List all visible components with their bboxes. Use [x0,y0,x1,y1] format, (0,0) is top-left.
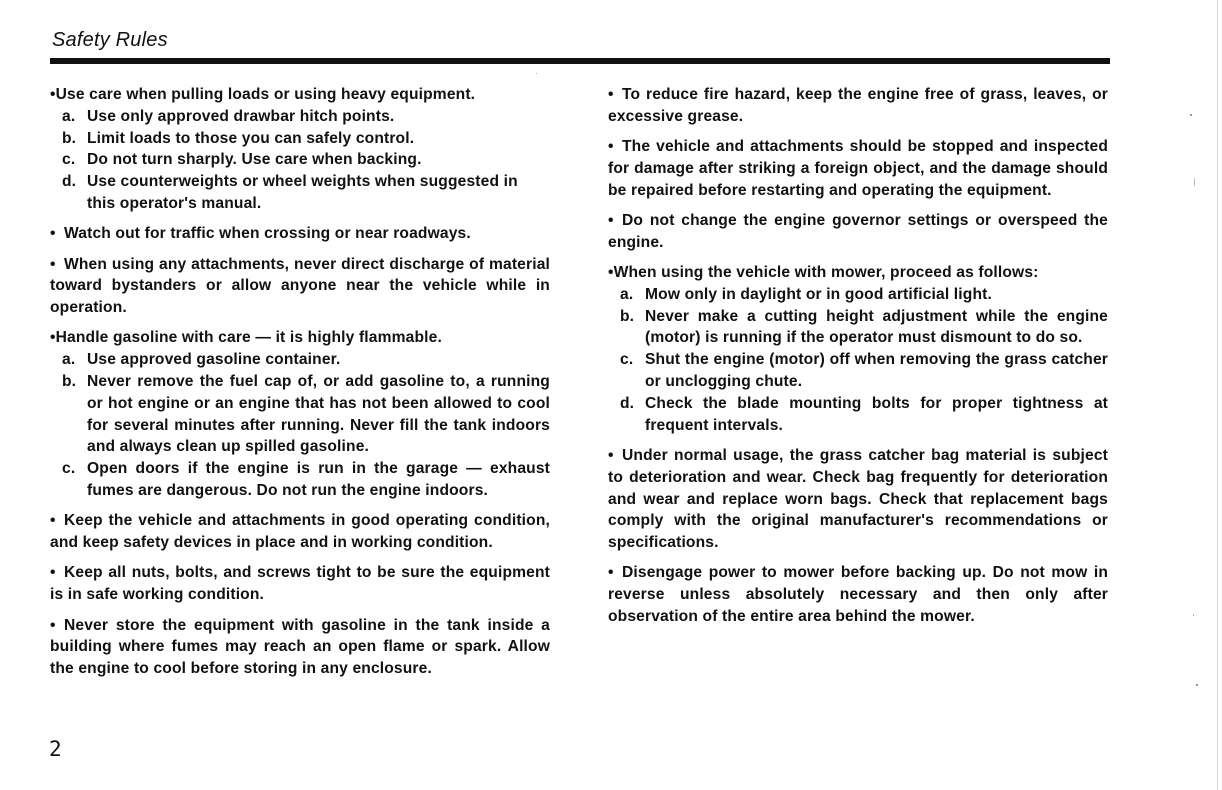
left-column [50,84,550,688]
bullet-icon: • [50,616,56,634]
page-title: Safety Rules [52,29,168,51]
list-item: a. Mow only in daylight or in good artificial light. [620,285,992,303]
bullet-icon: • [50,329,56,347]
list-item: a. Use approved gasoline container. [62,351,341,369]
rule-good-condition: • Keep the vehicle and attachments in good operating condition, and keep safety devices in place and in working condition. [50,512,550,552]
rule-sublist [608,284,1108,437]
rule-attachments-discharge: • When using any attachments, never direct discharge of material toward bystanders or allow anyone near the vehicle while in operation. [50,255,550,317]
scan-speck [1194,178,1195,186]
rule-lead: •Use care when pulling loads or using heavy equipment. [50,86,476,103]
header-rule [50,58,1110,64]
rule-governor: • Do not change the engine governor settings or overspeed the engine. [608,211,1108,251]
bullet-icon: • [50,225,56,243]
rule-sublist [50,106,550,215]
scan-speck [1190,114,1192,116]
bullet-icon: • [608,446,614,464]
list-item: b. Never make a cutting height adjustment while the engine (motor) is running if the operator must dismount to do so. [620,307,1108,347]
bullet-icon: • [50,564,56,582]
bullet-icon: • [608,264,614,282]
list-item: b. Never remove the fuel cap of, or add gasoline to, a running or hot engine or an engine that has not been allowed to cool for several minutes after running. Never fill the tank indoors and always clean up spilled gasoline. [62,373,550,456]
rule-sublist [50,349,550,502]
scan-edge-line [1217,0,1218,790]
bullet-icon: • [50,86,56,103]
bullet-icon: • [608,138,614,156]
list-item: c. Shut the engine (motor) off when removing the grass catcher or unclogging chute. [620,351,1108,391]
list-item: d. Check the blade mounting bolts for proper tightness at frequent intervals. [620,394,1108,434]
rule-block-gasoline [50,327,550,501]
right-column [608,84,1108,636]
rule-foreign-object: • The vehicle and attachments should be stopped and inspected for damage after striking a foreign object, and the damage should be repaired before restarting and operating the equipment. [608,138,1108,199]
bullet-icon: • [50,255,56,273]
list-item: d. Use counterweights or wheel weights when suggested in this operator's manual. [62,173,518,212]
page-number: 2 [49,737,62,761]
bullet-icon: • [608,564,614,582]
list-item: b. Limit loads to those you can safely control. [62,129,415,147]
rule-block-loads [50,84,550,215]
rule-block-mower [608,262,1108,436]
scan-speck [1193,614,1194,616]
rule-backing-up: • Disengage power to mower before backing up. Do not mow in reverse unless absolutely necessary and then only after observation of the entire area behind the mower. [608,564,1108,626]
rule-storage: • Never store the equipment with gasoline in the tank inside a building where fumes may reach an open flame or spark. Allow the engine to cool before storing in any enclosure. [50,616,550,678]
scan-speck [536,73,537,74]
bullet-icon: • [50,512,56,530]
rule-traffic: • Watch out for traffic when crossing or near roadways. [50,223,550,245]
rule-lead: •When using the vehicle with mower, proceed as follows: [608,264,1039,282]
bullet-icon: • [608,211,614,229]
bullet-icon: • [608,86,614,103]
rule-fire-hazard: • To reduce fire hazard, keep the engine free of grass, leaves, or excessive grease. [608,86,1108,125]
rule-nuts-bolts: • Keep all nuts, bolts, and screws tight to be sure the equipment is in safe working condition. [50,564,550,604]
list-item: c. Open doors if the engine is run in the garage — exhaust fumes are dangerous. Do not run the engine indoors. [62,460,550,500]
rule-catcher-bag: • Under normal usage, the grass catcher bag material is subject to deterioration and wear. Check bag frequently for deterioration and wear and replace worn bags. Check that replacement bags comply with the original manufacturer's recommendations or specifications. [608,446,1108,552]
list-item: c. Do not turn sharply. Use care when backing. [62,151,422,169]
rule-lead: •Handle gasoline with care — it is highly flammable. [50,329,442,347]
scan-speck [1196,684,1198,686]
list-item: a. Use only approved drawbar hitch points. [62,107,395,125]
